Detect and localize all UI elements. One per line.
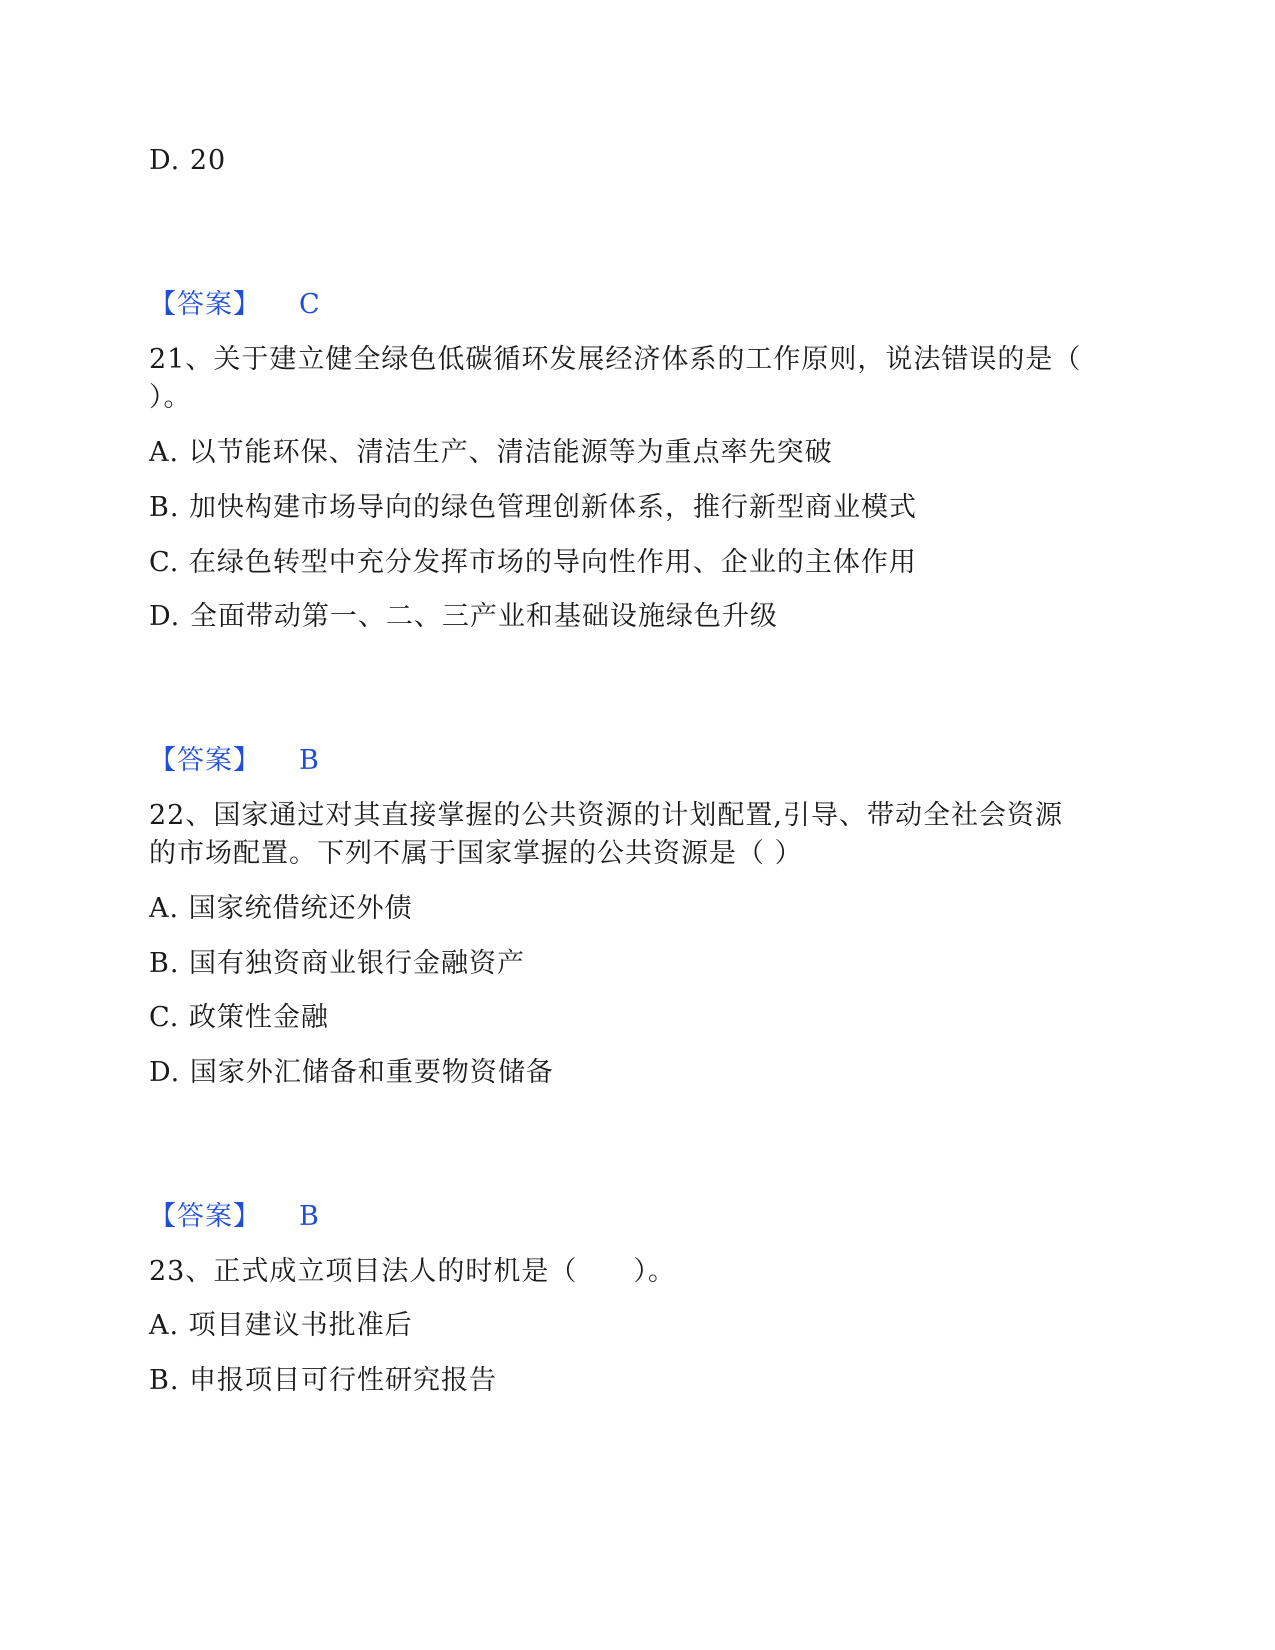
- answer-line-22: [149, 1198, 320, 1236]
- answer-value: B: [299, 1201, 320, 1232]
- q21-option-a: A. 以节能环保、清洁生产、清洁能源等为重点率先突破: [149, 437, 833, 468]
- q21-option-c: C. 在绿色转型中充分发挥市场的导向性作用、企业的主体作用: [149, 547, 917, 578]
- q23-option-a: A. 项目建议书批准后: [149, 1310, 413, 1341]
- q21-option-b: B. 加快构建市场导向的绿色管理创新体系，推行新型商业模式: [149, 492, 918, 523]
- option-d-prev: D. 20: [149, 145, 227, 176]
- answer-line-21: [149, 742, 320, 780]
- answer-label: 【答案】: [149, 289, 261, 320]
- q22-option-b: B. 国有独资商业银行金融资产: [149, 948, 526, 979]
- answer-label: 【答案】: [149, 1201, 261, 1232]
- q21-option-d: D. 全面带动第一、二、三产业和基础设施绿色升级: [149, 601, 778, 632]
- question-23-text: 23、正式成立项目法人的时机是（ ）。: [149, 1256, 676, 1287]
- question-22-text-cont: 的市场配置。下列不属于国家掌握的公共资源是（ ）: [149, 838, 803, 869]
- answer-label: 【答案】: [149, 745, 261, 776]
- question-21-text: 21、关于建立健全绿色低碳循环发展经济体系的工作原则，说法错误的是（: [149, 344, 1082, 375]
- q22-option-c: C. 政策性金融: [149, 1002, 329, 1033]
- question-21-text-cont: ）。: [149, 382, 192, 413]
- q22-option-a: A. 国家统借统还外债: [149, 893, 413, 924]
- q22-option-d: D. 国家外汇储备和重要物资储备: [149, 1057, 554, 1088]
- answer-value: C: [299, 289, 321, 320]
- answer-value: B: [299, 745, 320, 776]
- q23-option-b: B. 申报项目可行性研究报告: [149, 1365, 498, 1396]
- answer-line-20: [149, 286, 321, 324]
- question-22-text: 22、国家通过对其直接掌握的公共资源的计划配置,引导、带动全社会资源: [149, 800, 1063, 831]
